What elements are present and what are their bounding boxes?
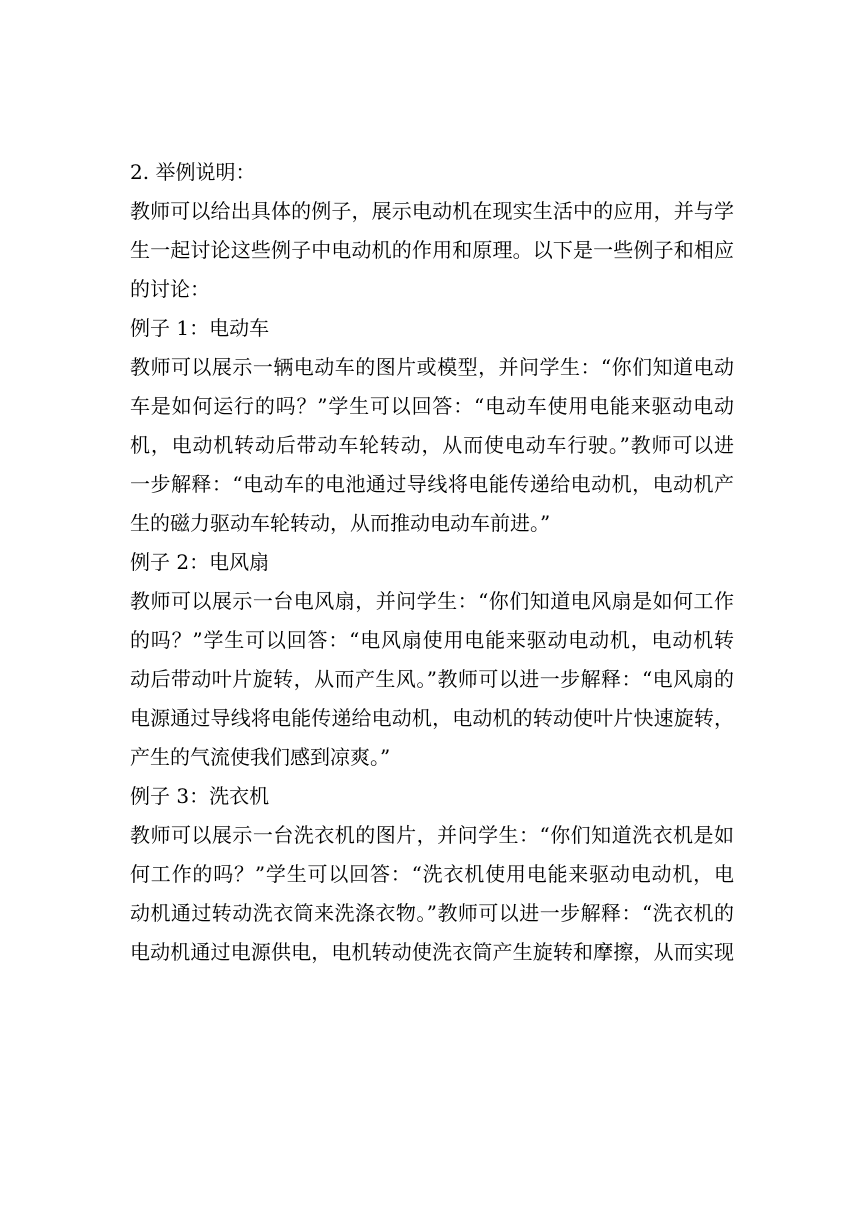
example-heading: 例子 1：电动车 bbox=[130, 316, 270, 340]
paragraph-line: 的吗？”学生可以回答：“电风扇使用电能来驱动电动机，电动机转 bbox=[130, 628, 734, 652]
paragraph-line: 生一起讨论这些例子中电动机的作用和原理。以下是一些例子和相应 bbox=[130, 238, 734, 262]
section-heading: 2. 举例说明： bbox=[130, 160, 256, 184]
paragraph-line: 电动机通过电源供电，电机转动使洗衣筒产生旋转和摩擦，从而实现 bbox=[130, 940, 734, 964]
example-heading: 例子 2：电风扇 bbox=[130, 550, 270, 574]
paragraph-line: 生的磁力驱动车轮转动，从而推动电动车前进。” bbox=[130, 511, 551, 535]
paragraph-line: 动后带动叶片旋转，从而产生风。”教师可以进一步解释：“电风扇的 bbox=[130, 667, 734, 691]
paragraph-line: 一步解释：“电动车的电池通过导线将电能传递给电动机，电动机产 bbox=[130, 472, 734, 496]
paragraph-line: 何工作的吗？”学生可以回答：“洗衣机使用电能来驱动电动机，电 bbox=[130, 862, 734, 886]
paragraph-line: 车是如何运行的吗？”学生可以回答：“电动车使用电能来驱动电动 bbox=[130, 394, 734, 418]
paragraph-line: 电源通过导线将电能传递给电动机，电动机的转动使叶片快速旋转， bbox=[130, 706, 734, 730]
paragraph-line: 动机通过转动洗衣筒来洗涤衣物。”教师可以进一步解释：“洗衣机的 bbox=[130, 901, 734, 925]
document-body bbox=[130, 153, 734, 972]
paragraph-line: 产生的气流使我们感到凉爽。” bbox=[130, 745, 391, 769]
paragraph-line: 教师可以给出具体的例子，展示电动机在现实生活中的应用，并与学 bbox=[130, 199, 734, 223]
paragraph-line: 教师可以展示一台电风扇，并问学生：“你们知道电风扇是如何工作 bbox=[130, 589, 734, 613]
paragraph-line: 机，电动机转动后带动车轮转动，从而使电动车行驶。”教师可以进 bbox=[130, 433, 734, 457]
paragraph-line: 教师可以展示一台洗衣机的图片，并问学生：“你们知道洗衣机是如 bbox=[130, 823, 734, 847]
paragraph-line: 的讨论： bbox=[130, 277, 210, 301]
paragraph-line: 教师可以展示一辆电动车的图片或模型，并问学生：“你们知道电动 bbox=[130, 355, 734, 379]
example-heading: 例子 3：洗衣机 bbox=[130, 784, 270, 808]
